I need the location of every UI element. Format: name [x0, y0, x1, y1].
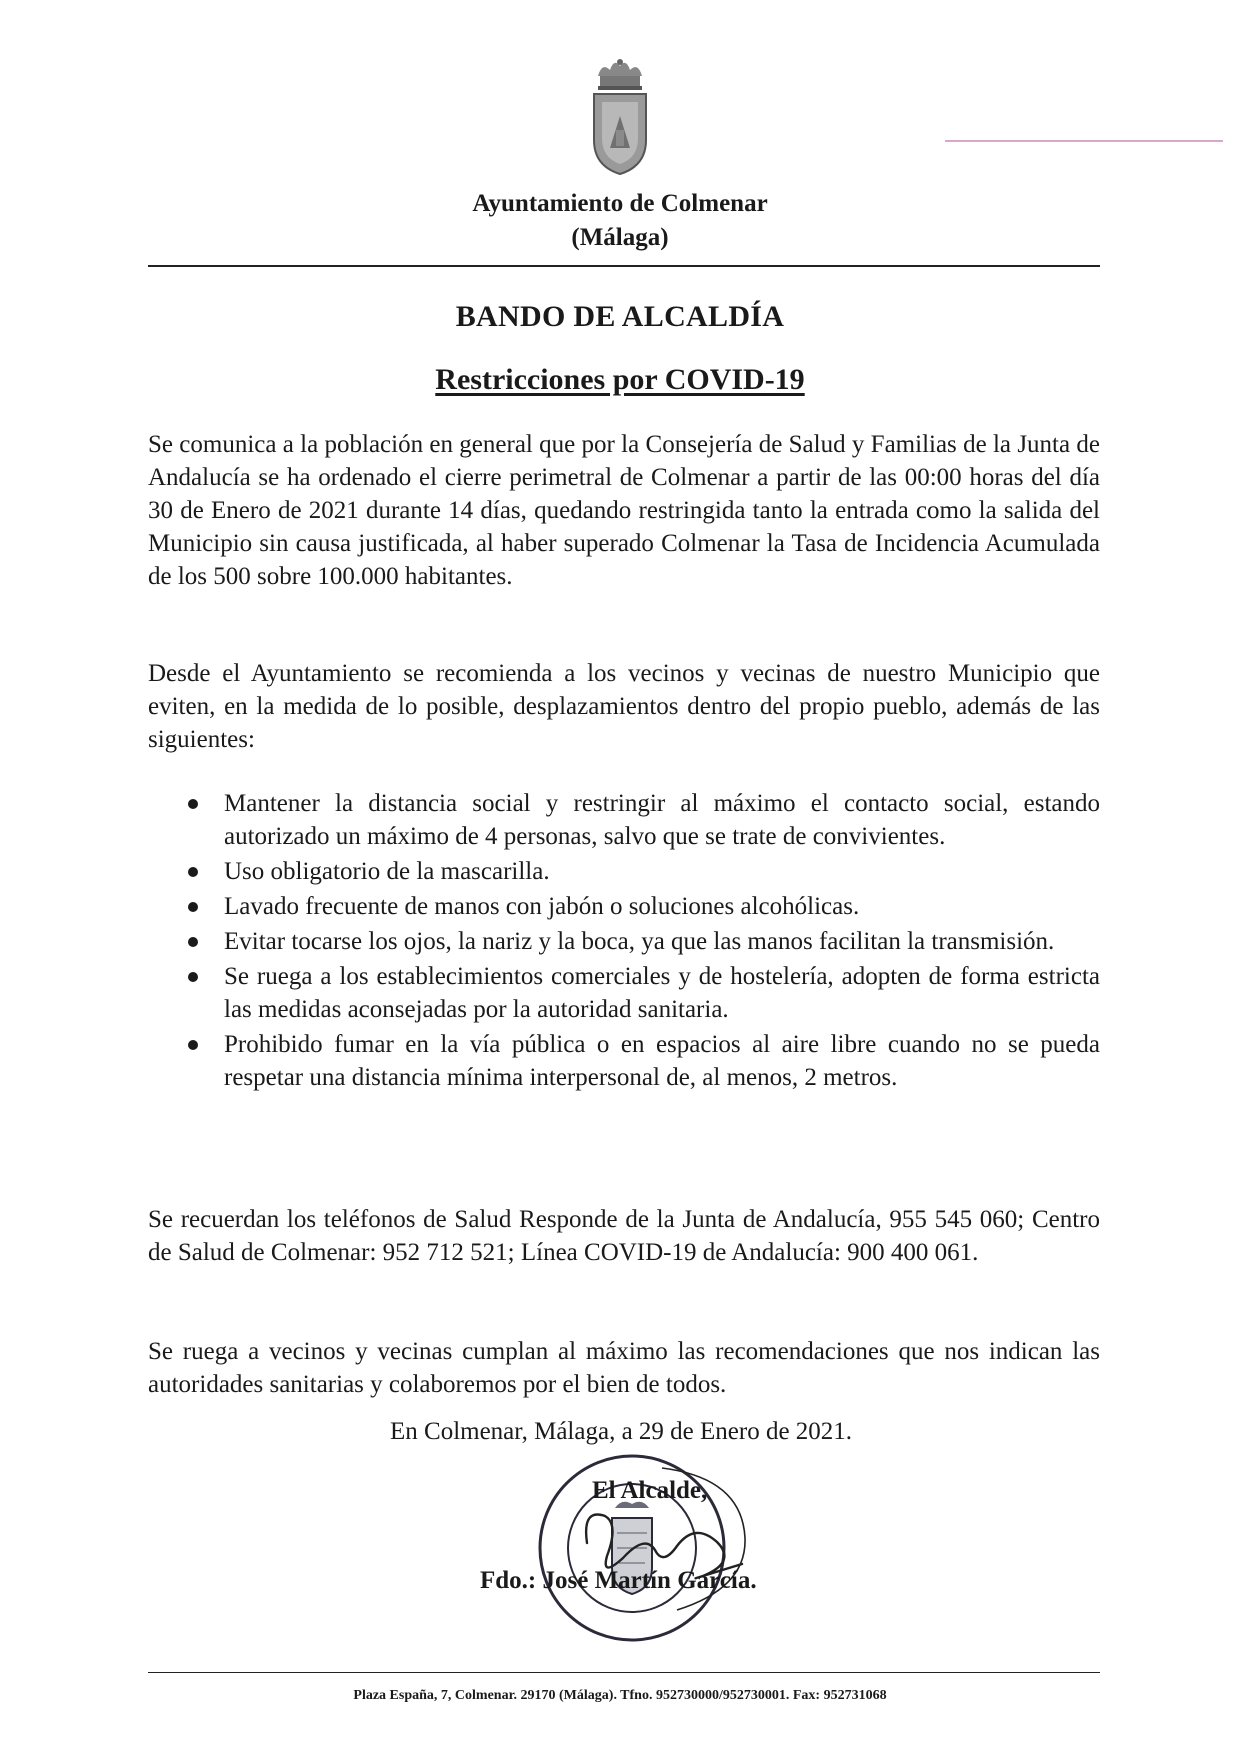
header-divider [148, 265, 1100, 267]
bullet-icon [188, 1040, 198, 1050]
coat-of-arms-icon [588, 58, 652, 178]
paragraph-closure-notice: Se comunica a la población en general que por la Consejería de Salud y Familias de la Junta de Andalucía se ha ordenado el cierre perimetral de Colmenar a partir de las 00:00 horas del día 30 de Enero de 2021 durante 14 días, quedando restringida tanto la entrada como la salida del Municipio sin causa justificada, al haber superado Colmenar la Tasa de Incidencia Acumulada de los 500 sobre 100.000 habitantes. [148, 431, 1100, 590]
list-item-text: Se ruega a los establecimientos comerciales y de hostelería, adopten de forma estricta las medidas aconsejadas por la autoridad sanitaria. [224, 963, 1100, 1023]
list-item [148, 960, 1100, 1026]
paragraph-recommendations-intro: Desde el Ayuntamiento se recomienda a los vecinos y vecinas de nuestro Municipio que eviten, en la medida de lo posible, desplazamientos dentro del propio pueblo, además de las siguientes: [148, 660, 1100, 753]
official-stamp-icon [527, 1438, 757, 1658]
bullet-icon [188, 972, 198, 982]
decorative-line [945, 140, 1223, 142]
list-item-text: Evitar tocarse los ojos, la nariz y la boca, ya que las manos facilitan la transmisión. [224, 928, 1055, 955]
list-item-text: Uso obligatorio de la mascarilla. [224, 858, 550, 885]
document-title: BANDO DE ALCALDÍA [455, 300, 785, 333]
signatory-title: El Alcalde, [592, 1477, 708, 1504]
list-item [148, 925, 1100, 958]
list-item [148, 890, 1100, 923]
date-line: En Colmenar, Málaga, a 29 de Enero de 2021. [390, 1418, 853, 1445]
paragraph-closing-request: Se ruega a vecinos y vecinas cumplan al máximo las recomendaciones que nos indican las autoridades sanitarias y colaboremos por el bien de todos. [148, 1338, 1100, 1398]
signatory-name: Fdo.: José Martín García. [480, 1567, 757, 1594]
footer-address: Plaza España, 7, Colmenar. 29170 (Málaga). Tfno. 952730000/952730001. Fax: 952731068 [353, 1688, 887, 1703]
recommendations-list [148, 787, 1100, 1096]
list-item-text: Prohibido fumar en la vía pública o en espacios al aire libre cuando no se pueda respetar una distancia mínima interpersonal de, al menos, 2 metros. [224, 1031, 1100, 1091]
bullet-icon [188, 902, 198, 912]
province-name: (Málaga) [571, 224, 669, 251]
list-item-text: Mantener la distancia social y restringir al máximo el contacto social, estando autorizado un máximo de 4 personas, salvo que se trate de convivientes. [224, 790, 1100, 850]
list-item [148, 855, 1100, 888]
list-item-text: Lavado frecuente de manos con jabón o soluciones alcohólicas. [224, 893, 860, 920]
paragraph-phone-numbers: Se recuerdan los teléfonos de Salud Responde de la Junta de Andalucía, 955 545 060; Centro de Salud de Colmenar: 952 712 521; Línea COVID-19 de Andalucía: 900 400 061. [148, 1206, 1100, 1266]
list-item [148, 787, 1100, 853]
organization-name: Ayuntamiento de Colmenar [472, 190, 768, 217]
document-subtitle: Restricciones por COVID-19 [435, 363, 805, 396]
bullet-icon [188, 937, 198, 947]
bullet-icon [188, 799, 198, 809]
bullet-icon [188, 867, 198, 877]
list-item [148, 1028, 1100, 1094]
footer-divider [148, 1672, 1100, 1673]
